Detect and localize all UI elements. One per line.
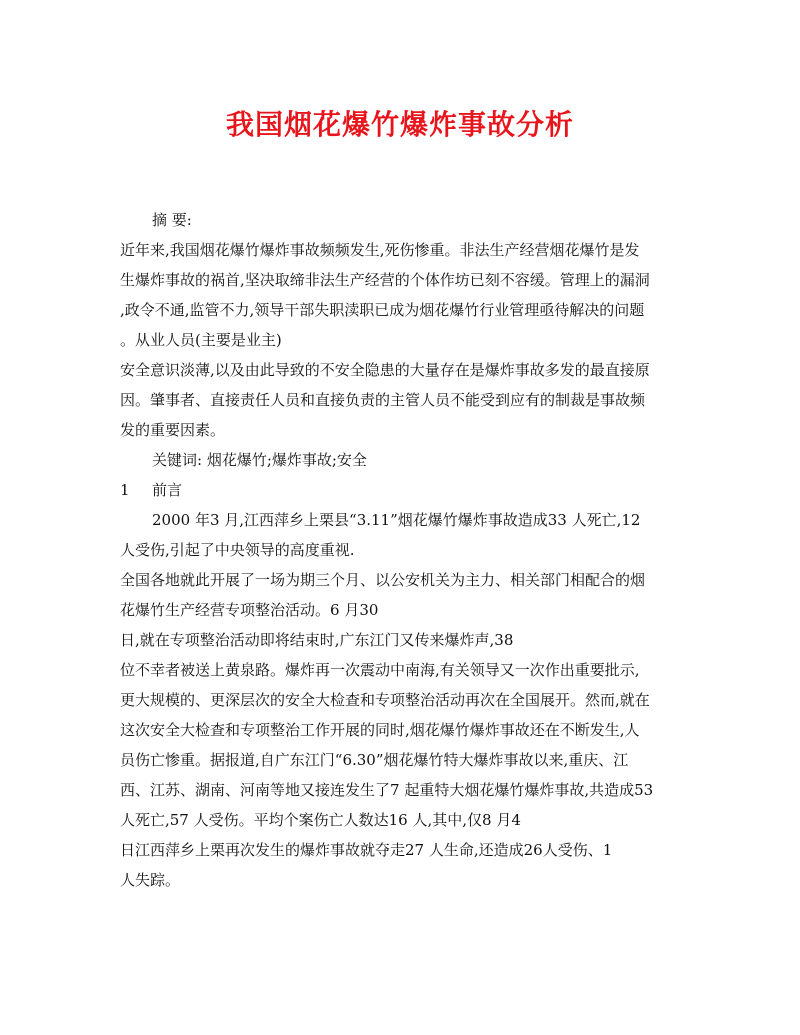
section-title: 前言: [152, 481, 183, 499]
paragraph-line: 日江西萍乡上栗再次发生的爆炸事故就夺走27 人生命,还造成26人受伤、1: [120, 841, 613, 859]
paragraph-line: 人失踪。: [120, 871, 181, 889]
abstract-line: 因。肇事者、直接责任人员和直接负责的主管人员不能受到应有的制裁是事故频: [120, 391, 646, 409]
paragraph-line: 人受伤,引起了中央领导的高度重视.: [120, 541, 355, 559]
paragraph-line: 日,就在专项整治活动即将结束时,广东江门又传来爆炸声,38: [120, 631, 514, 649]
abstract-line: 安全意识淡薄,以及由此导致的不安全隐患的大量存在是爆炸事故多发的最直接原: [120, 361, 650, 379]
abstract-line: 生爆炸事故的祸首,坚决取缔非法生产经营的个体作坊已刻不容缓。管理上的漏洞: [120, 271, 650, 289]
paragraph-line: 花爆竹生产经营专项整治活动。6 月30: [120, 601, 379, 619]
abstract-line: ,政令不通,监管不力,领导干部失职渎职已成为烟花爆竹行业管理亟待解决的问题: [120, 301, 645, 319]
keywords-line: 关键词: 烟花爆竹;爆炸事故;安全: [152, 451, 367, 469]
document-body: [120, 205, 682, 895]
document-title: 我国烟花爆竹爆炸事故分析: [225, 108, 574, 141]
abstract-line: 。从业人员(主要是业主): [120, 331, 282, 349]
paragraph-line: 员伤亡惨重。据报道,自广东江门“6.30”烟花爆竹特大爆炸事故以来,重庆、江: [120, 751, 629, 769]
paragraph-line: 这次安全大检查和专项整治工作开展的同时,烟花爆竹爆炸事故还在不断发生,人: [120, 721, 640, 739]
section-number: 1: [120, 481, 130, 499]
paragraph-line: 位不幸者被送上黄泉路。爆炸再一次震动中南海,有关领导又一次作出重要批示,: [120, 661, 640, 679]
paragraph-line: 人死亡,57 人受伤。平均个案伤亡人数达16 人,其中,仅8 月4: [120, 811, 521, 829]
abstract-line: 发的重要因素。: [120, 421, 226, 439]
paragraph-line: 全国各地就此开展了一场为期三个月、以公安机关为主力、相关部门相配合的烟: [120, 571, 646, 589]
section-heading: [120, 475, 682, 505]
paragraph-line: 更大规模的、更深层次的安全大检查和专项整治活动再次在全国展开。然而,就在: [120, 691, 650, 709]
abstract-line: 近年来,我国烟花爆竹爆炸事故频频发生,死伤惨重。非法生产经营烟花爆竹是发: [120, 241, 640, 259]
abstract-label: 摘 要:: [152, 211, 192, 229]
paragraph-line: 2000 年3 月,江西萍乡上栗县“3.11”烟花爆竹爆炸事故造成33 人死亡,12: [152, 511, 641, 529]
paragraph-line: 西、江苏、湖南、河南等地又接连发生了7 起重特大烟花爆竹爆炸事故,共造成53: [120, 781, 654, 799]
